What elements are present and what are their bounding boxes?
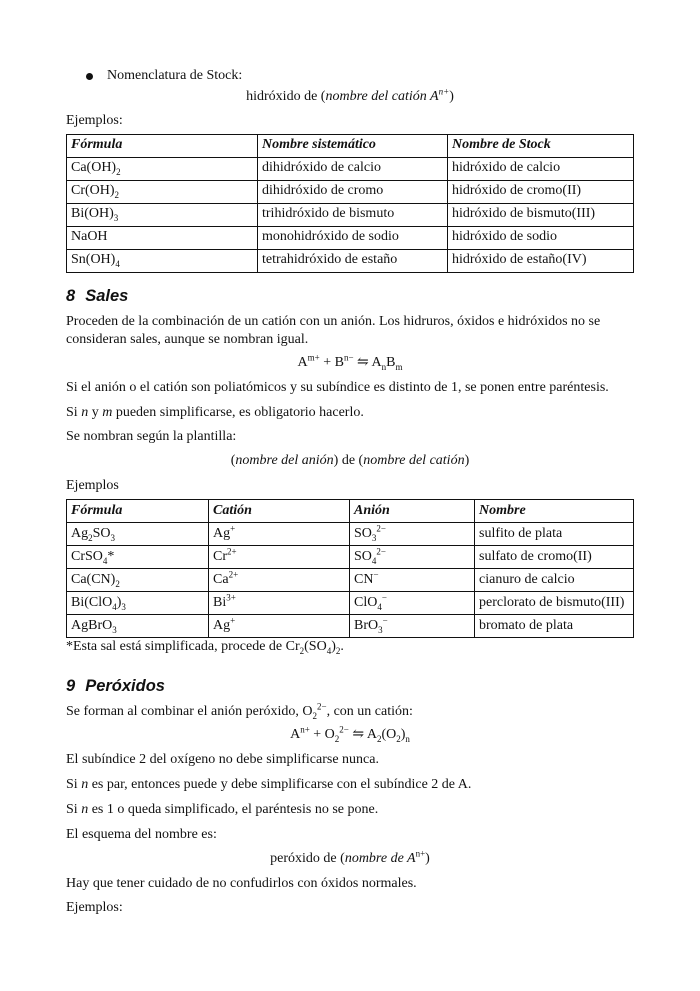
cell-nombre-sistematico: tetrahidróxido de estaño <box>258 249 448 272</box>
th-anion: Anión <box>350 500 475 523</box>
cell-nombre-sistematico: monohidróxido de sodio <box>258 226 448 249</box>
sales-paragraph-3: Si n y m pueden simplificarse, es obligatorio hacerlo. <box>66 404 364 420</box>
table-row <box>67 203 634 226</box>
peroxidos-paragraph-2: El subíndice 2 del oxígeno no debe simplificarse nunca. <box>66 752 379 767</box>
table-row <box>67 592 634 615</box>
table-row <box>67 249 634 272</box>
th-cation: Catión <box>209 500 350 523</box>
ejemplos-label-1: Ejemplos: <box>66 112 123 128</box>
sales-footnote: *Esta sal está simplificada, procede de $Cr_2(SO_4)_2$. <box>66 639 344 656</box>
cell-nombre: sulfito de plata <box>475 523 634 546</box>
cell-nombre-stock: hidróxido de cromo(II) <box>448 180 634 203</box>
cell-cation: Ag+ <box>209 523 350 546</box>
cell-anion: CN− <box>350 569 475 592</box>
cell-formula: $Sn(OH)_4$ <box>67 249 258 272</box>
cell-cation: Ag+ <box>209 615 350 638</box>
cell-nombre-stock: hidróxido de estaño(IV) <box>448 249 634 272</box>
section-heading-peroxidos: 9 Peróxidos <box>66 677 165 696</box>
cell-formula: $Ca(CN)_2$ <box>67 569 209 592</box>
table-row <box>67 523 634 546</box>
page-content <box>66 66 634 917</box>
cell-cation: $Cr^{2+}$ <box>209 546 350 569</box>
table-row <box>67 157 634 180</box>
cell-nombre: bromato de plata <box>475 615 634 638</box>
bullet-stock <box>86 66 634 86</box>
cell-cation: $Bi^{3+}$ <box>209 592 350 615</box>
sales-paragraph-4: Se nombran según la plantilla: <box>66 429 237 445</box>
table-header-row <box>67 134 634 157</box>
peroxidos-paragraph-3: Si n es par, entonces puede y debe simplificarse con el subíndice 2 de A. <box>66 776 472 792</box>
table-header-row <box>67 500 634 523</box>
table-row <box>67 569 634 592</box>
ejemplos-label-2: Ejemplos <box>66 478 119 494</box>
ejemplos-label-3: Ejemplos: <box>66 900 123 916</box>
cell-nombre: cianuro de calcio <box>475 569 634 592</box>
cell-nombre-sistematico: dihidróxido de cromo <box>258 180 448 203</box>
th-formula: Fórmula <box>67 500 209 523</box>
cell-formula: CrSO$_4$* <box>67 546 209 569</box>
table-body <box>67 157 634 272</box>
peroxidos-paragraph-5: El esquema del nombre es: <box>66 826 217 842</box>
stock-template: hidróxido de (nombre del catión $A^{n+}$) <box>246 86 454 104</box>
peroxidos-paragraph-6: Hay que tener cuidado de no confudirlos con óxidos normales. <box>66 875 417 891</box>
cell-cation: $Ca^{2+}$ <box>209 569 350 592</box>
cell-nombre-sistematico: trihidróxido de bismuto <box>258 203 448 226</box>
cell-formula: $Bi(ClO_4)_3$ <box>67 592 209 615</box>
sales-template: (nombre del anión) de (nombre del catión) <box>230 453 470 469</box>
table-row <box>67 615 634 638</box>
cell-nombre: sulfato de cromo(II) <box>475 546 634 569</box>
cell-nombre-stock: hidróxido de calcio <box>448 157 634 180</box>
table-row <box>67 180 634 203</box>
sales-equation: $A^{m+} + B^{n-}$ ⇋ $A_nB_m$ <box>297 352 403 372</box>
cell-formula: AgBrO$_3$ <box>67 615 209 638</box>
th-formula: Fórmula <box>67 134 258 157</box>
cell-anion: ClO$_4$− <box>350 592 475 615</box>
section-heading-sales: 8 Sales <box>66 286 129 305</box>
peroxidos-equation: $A^{n+} + O_2^{2-}$ ⇋ $A_2(O_2)_n$ <box>290 724 410 744</box>
cell-anion: $SO_3^{2-}$ <box>350 523 475 546</box>
sales-paragraph-1: Proceden de la combinación de un catión con un anión. Los hidruros, óxidos e hidróxidos no se consideran sales, aunque se nombran igual. <box>66 313 601 347</box>
bullet-stock-text: Nomenclatura de Stock: <box>107 68 243 84</box>
table-sales <box>66 499 634 638</box>
cell-formula: NaOH <box>67 226 258 249</box>
cell-formula: $Ag_2SO_3$ <box>67 523 209 546</box>
cell-nombre: perclorato de bismuto(III) <box>475 592 634 615</box>
cell-formula: $Bi(OH)_3$ <box>67 203 258 226</box>
peroxidos-template: peróxido de (nombre de $A^{n+}$) <box>270 847 430 866</box>
cell-nombre-stock: hidróxido de sodio <box>448 226 634 249</box>
th-nombre-stock: Nombre de Stock <box>448 134 634 157</box>
cell-anion: BrO$_3$− <box>350 615 475 638</box>
sales-paragraph-2: Si el anión o el catión son poliatómicos y su subíndice es distinto de 1, se ponen entre paréntesis. <box>66 379 609 395</box>
peroxidos-paragraph-4: Si n es 1 o queda simplificado, el paréntesis no se pone. <box>66 801 379 817</box>
bullet-dot-icon <box>86 73 93 80</box>
cell-nombre-sistematico: dihidróxido de calcio <box>258 157 448 180</box>
cell-formula: $Ca(OH)_2$ <box>67 157 258 180</box>
th-nombre: Nombre <box>475 500 634 523</box>
th-nombre-sistematico: Nombre sistemático <box>258 134 448 157</box>
cell-anion: $SO_4^{2-}$ <box>350 546 475 569</box>
table-row <box>67 226 634 249</box>
table-body <box>67 523 634 638</box>
table-row <box>67 546 634 569</box>
peroxidos-paragraph-1: Se forman al combinar el anión peróxido, $O_2^{2-}$, con un catión: <box>66 701 413 721</box>
cell-formula: $Cr(OH)_2$ <box>67 180 258 203</box>
cell-nombre-stock: hidróxido de bismuto(III) <box>448 203 634 226</box>
table-hidroxidos <box>66 134 634 273</box>
